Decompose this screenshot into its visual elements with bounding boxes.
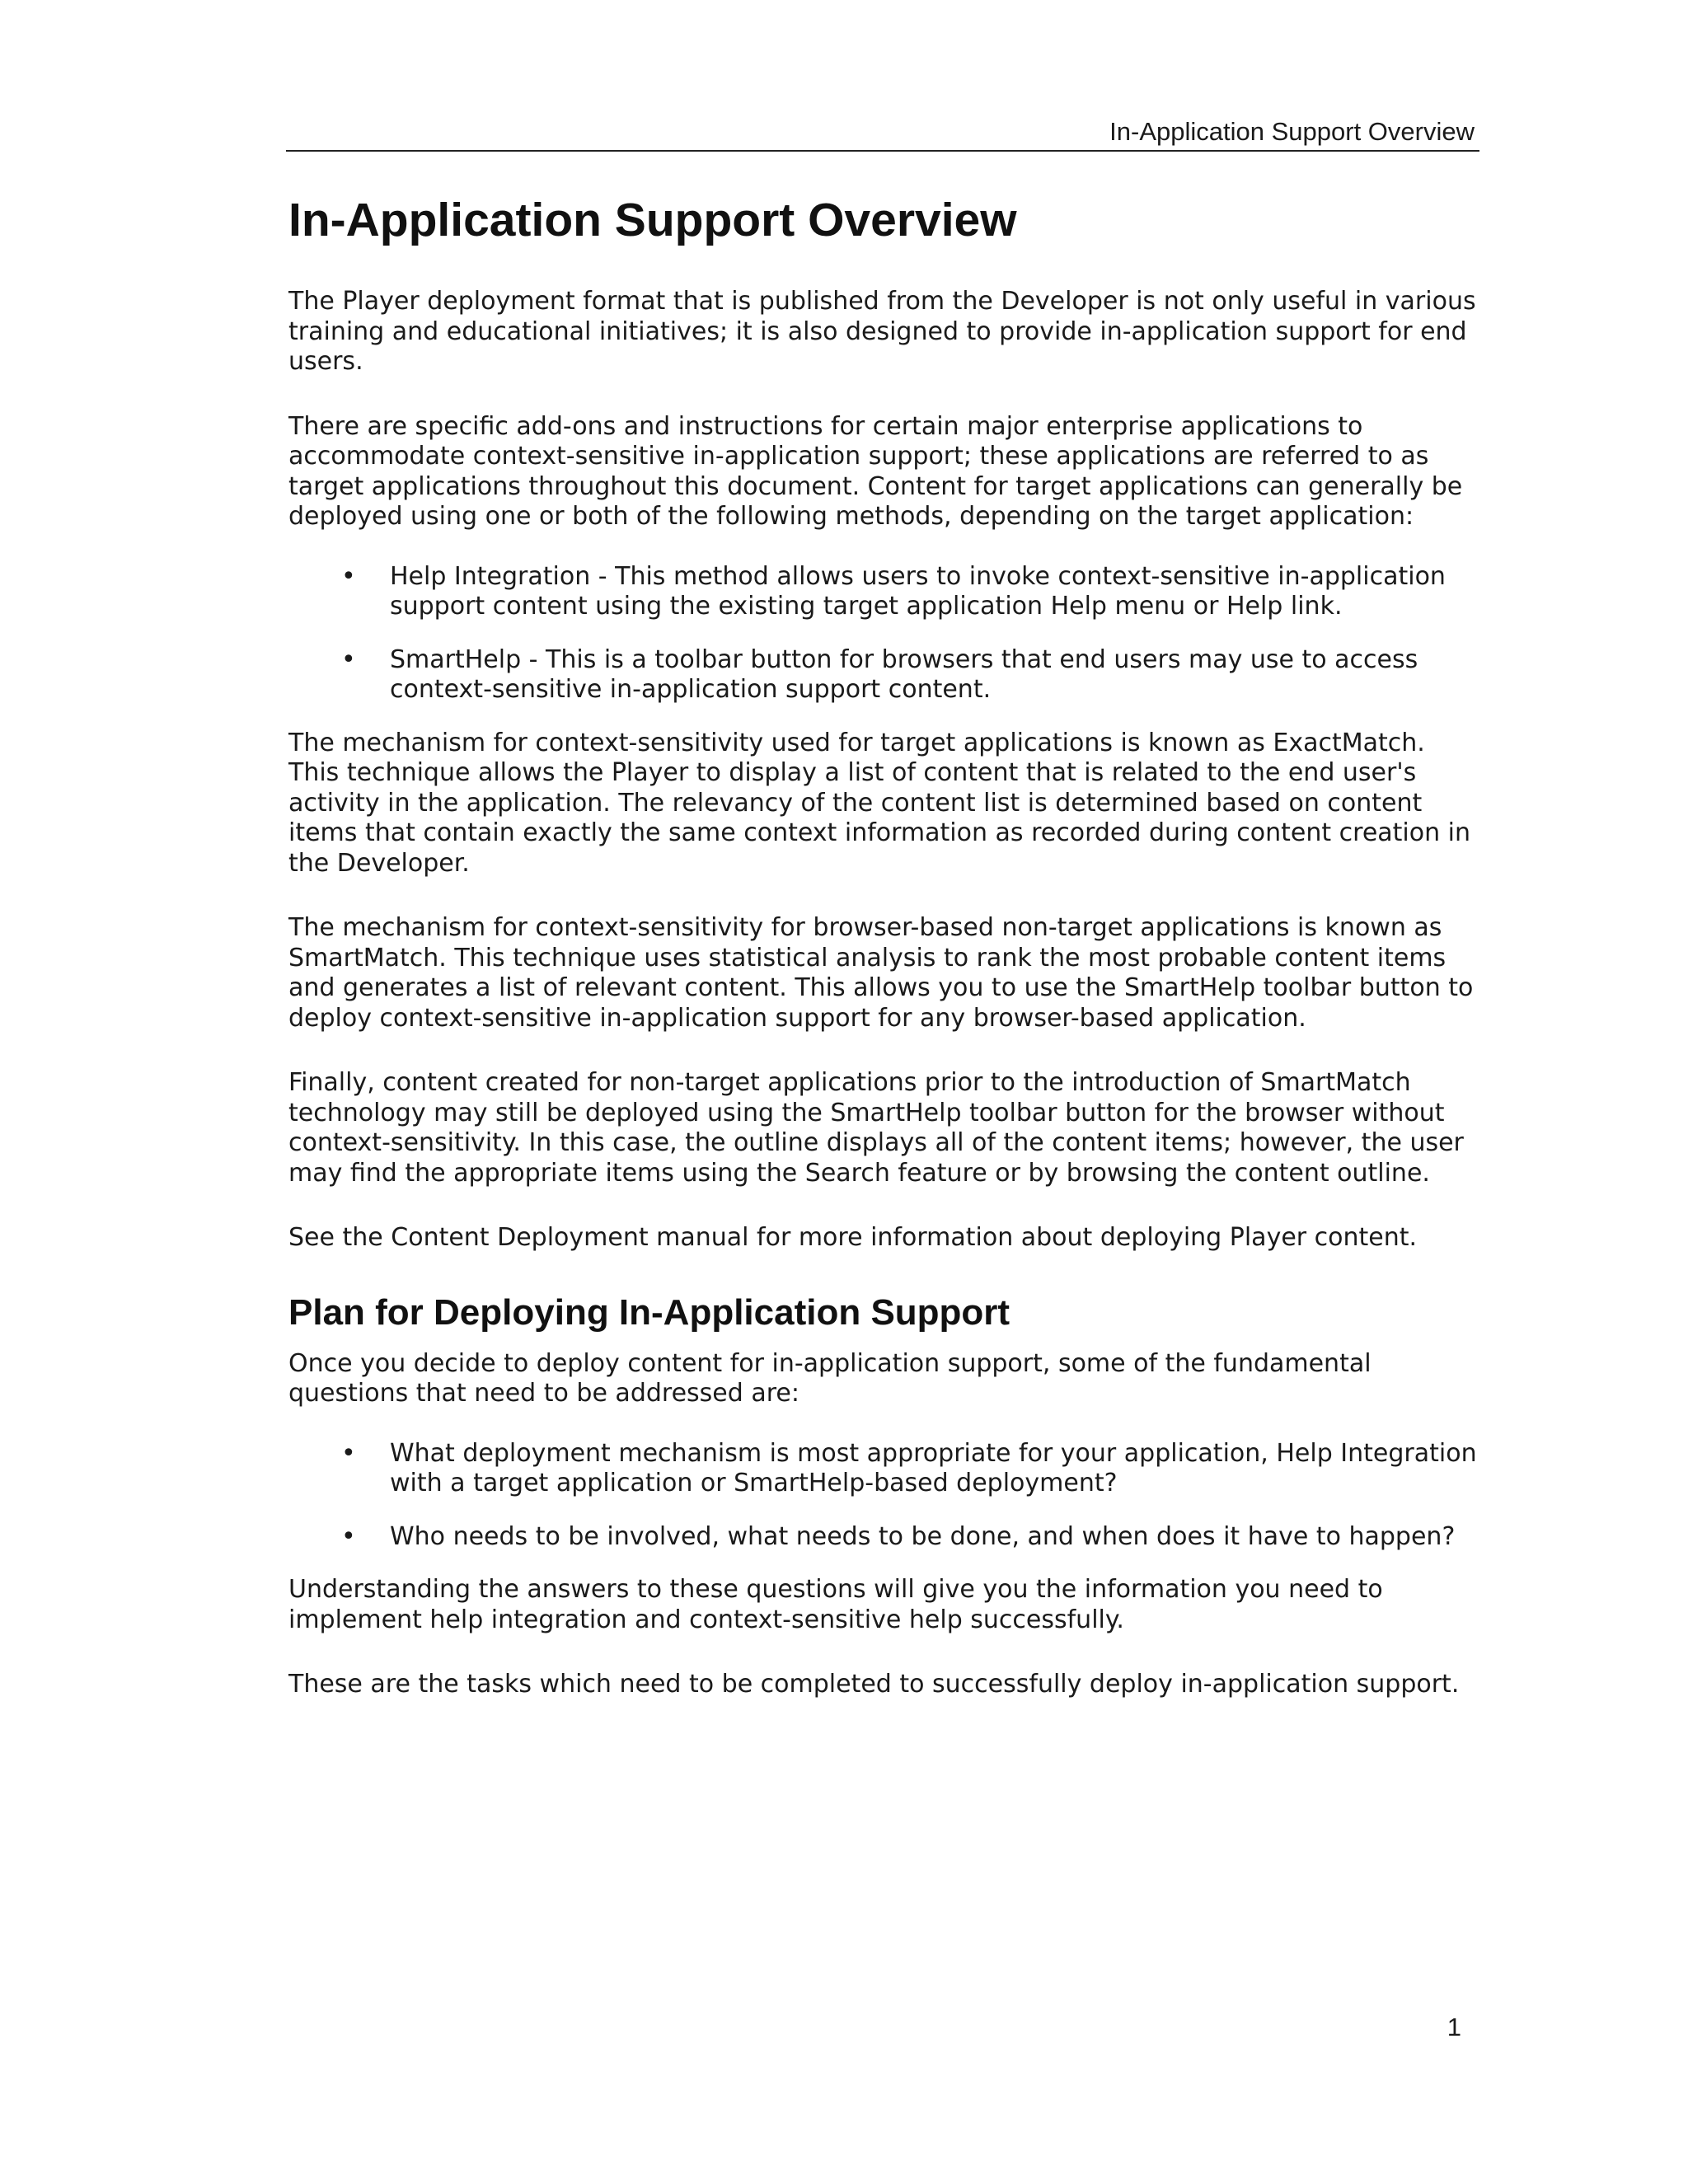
understanding-paragraph: Understanding the answers to these questions will give you the information you need to implement help integration and context-sensitive help successfully. [288, 1575, 1383, 1634]
smartmatch-paragraph: The mechanism for context-sensitivity for browser-based non-target applications is known as SmartMatch. This technique uses statistical analysis to rank the most probable content items and generates a list of relevant content. This allows you to use the SmartHelp toolbar button to deploy context-sensitive in-application support for any browser-based application. [288, 913, 1474, 1033]
bullet-icon: • [341, 1438, 356, 1468]
list-item-text: Help Integration - This method allows users to invoke context-sensitive in-application support content using the existing target application Help menu or Help link. [390, 561, 1446, 621]
list-item-smarthelp [288, 645, 1479, 705]
list-item-question-mechanism [288, 1439, 1479, 1499]
page-number: 1 [1447, 2013, 1461, 2041]
exactmatch-paragraph: The mechanism for context-sensitivity used for target applications is known as ExactMatch. This technique allows the Player to display a list of content that is related to the end user's activity in the application. The relevancy of the content list is determined based on content items that contain exactly the same context information as recorded during content creation in the Developer. [288, 728, 1471, 878]
bullet-icon: • [341, 1521, 356, 1551]
plan-intro-paragraph: Once you decide to deploy content for in-application support, some of the fundamental questions that need to be addressed are: [288, 1348, 1372, 1408]
list-item-text: Who needs to be involved, what needs to be done, and when does it have to happen? [390, 1521, 1456, 1551]
intro-paragraph-1: The Player deployment format that is published from the Developer is not only useful in various training and educational initiatives; it is also designed to provide in-application support for end users. [288, 287, 1476, 376]
list-item-question-who [288, 1522, 1479, 1553]
deployment-methods-list [288, 562, 1479, 705]
tasks-paragraph: These are the tasks which need to be completed to successfully deploy in-application support. [288, 1670, 1460, 1699]
non-target-paragraph: Finally, content created for non-target applications prior to the introduction of SmartMatch technology may still be deployed using the SmartHelp toolbar button for the browser without context-sensitivity. In this case, the outline displays all of the content items; however, the user may find the appropriate items using the Search feature or by browsing the content outline. [288, 1068, 1464, 1188]
bullet-icon: • [341, 561, 356, 591]
list-item-text: What deployment mechanism is most appropriate for your application, Help Integration with a target application or SmartHelp-based deployment? [390, 1438, 1477, 1497]
running-header [286, 117, 1479, 152]
intro-paragraph-2: There are specific add-ons and instructions for certain major enterprise applications to accommodate context-sensitive in-application support; these applications are referred to as target applications throughout this document. Content for target applications can generally be deployed using one or both of the following methods, depending on the target application: [288, 411, 1463, 531]
list-item-text: SmartHelp - This is a toolbar button for browsers that end users may use to access context-sensitive in-application support content. [390, 644, 1418, 704]
bullet-icon: • [341, 644, 356, 674]
running-header-title: In-Application Support Overview [1109, 117, 1475, 146]
document-page [288, 0, 1479, 2184]
page-title: In-Application Support Overview [288, 194, 1017, 246]
list-item-help-integration [288, 562, 1479, 622]
page-content [288, 191, 1479, 1735]
see-also-paragraph: See the Content Deployment manual for more information about deploying Player content. [288, 1223, 1418, 1252]
section-title-plan: Plan for Deploying In-Application Support [288, 1291, 1010, 1333]
plan-questions-list [288, 1439, 1479, 1553]
